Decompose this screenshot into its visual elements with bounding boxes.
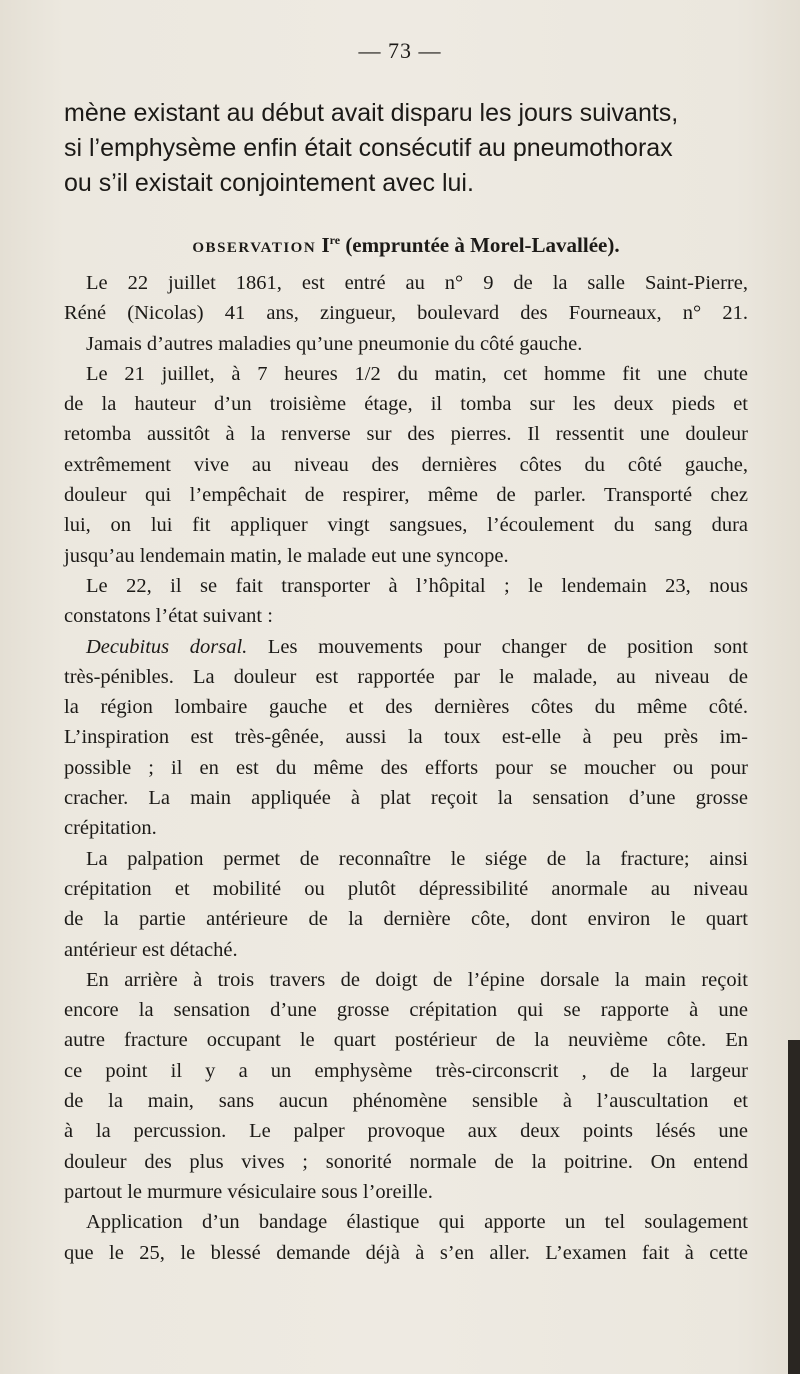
text-block bbox=[64, 96, 748, 1268]
text-line: mène existant au début avait disparu les jours suivants, bbox=[64, 99, 679, 127]
paragraph-posterior bbox=[64, 965, 748, 1207]
lead-paragraph bbox=[64, 96, 748, 201]
text-line: partout le murmure vésiculaire sous l’oreille. bbox=[64, 1180, 433, 1203]
text-line: douleur qui l’empêchait de respirer, même de parler. Transporté chez bbox=[64, 484, 748, 507]
text-line bbox=[64, 632, 748, 662]
paragraph-hospital bbox=[64, 571, 748, 632]
text-line: extrêmement vive au niveau des dernières côtes du côté gauche, bbox=[64, 453, 748, 476]
text-line: ce point il y a un emphysème très-circonscrit , de la largeur bbox=[64, 1059, 748, 1082]
text-line: lui, on lui fit appliquer vingt sangsues, l’écoulement du sang dura bbox=[64, 514, 748, 537]
text-line: encore la sensation d’une grosse crépitation qui se rapporte à une bbox=[64, 999, 748, 1022]
text-line: retomba aussitôt à la renverse sur des pierres. Il ressentit une douleur bbox=[64, 423, 748, 446]
observation-label: OBSERVATION bbox=[192, 240, 317, 256]
text-line: que le 25, le blessé demande déjà à s’en aller. L’examen fait à cette bbox=[64, 1241, 748, 1264]
text-line: cracher. La main appliquée à plat reçoit la sensation d’une grosse bbox=[64, 787, 748, 810]
text-line: Réné (Nicolas) 41 ans, zingueur, boulevard des Fourneaux, n° 21. bbox=[64, 302, 748, 325]
observation-number: I bbox=[321, 233, 330, 257]
page-number: — 73 — bbox=[358, 38, 442, 63]
text-line: si l’emphysème enfin était consécutif au pneumothorax bbox=[64, 134, 673, 162]
observation-heading bbox=[64, 233, 748, 258]
text-line: douleur des plus vives ; sonorité normale de la poitrine. On entend bbox=[64, 1150, 748, 1173]
text-line: la région lombaire gauche et des dernières côtes du même côté. bbox=[64, 696, 748, 719]
text-line: En arrière à trois travers de doigt de l’épine dorsale la main reçoit bbox=[86, 968, 748, 991]
text-line: Le 22 juillet 1861, est entré au n° 9 de la salle Saint-Pierre, bbox=[86, 272, 748, 294]
text-fragment: Les mouvements pour changer de position sont bbox=[247, 635, 748, 658]
text-line: Application d’un bandage élastique qui apporte un tel soulagement bbox=[86, 1211, 748, 1234]
text-line: crépitation. bbox=[64, 817, 157, 840]
paragraph-accident bbox=[64, 359, 748, 571]
text-line: L’inspiration est très-gênée, aussi la toux est-elle à peu près im- bbox=[64, 726, 748, 749]
text-line: de la partie antérieure de la dernière côte, dont environ le quart bbox=[64, 908, 748, 931]
text-line: à la percussion. Le palper provoque aux deux points lésés une bbox=[64, 1120, 748, 1143]
text-line: Le 21 juillet, à 7 heures 1/2 du matin, cet homme fit une chute bbox=[86, 362, 748, 385]
text-line: La palpation permet de reconnaître le siége de la fracture; ainsi bbox=[86, 847, 748, 870]
paragraph-bandage bbox=[64, 1207, 748, 1268]
page-edge-shadow bbox=[788, 1040, 800, 1374]
paragraph-admission bbox=[64, 268, 748, 359]
text-line: antérieur est détaché. bbox=[64, 938, 238, 961]
text-line: crépitation et mobilité ou plutôt dépressibilité anormale au niveau bbox=[64, 877, 748, 900]
observation-number-sup: re bbox=[329, 233, 341, 247]
text-line: possible ; il en est du même des efforts pour se moucher ou pour bbox=[64, 756, 748, 779]
text-line: très-pénibles. La douleur est rapportée par le malade, au niveau de bbox=[64, 665, 748, 688]
paragraph-decubitus bbox=[64, 632, 748, 844]
text-line: ou s’il existait conjointement avec lui. bbox=[64, 169, 474, 197]
text-line: de la main, sans aucun phénomène sensible à l’auscultation et bbox=[64, 1090, 748, 1113]
text-line: Le 22, il se fait transporter à l’hôpital ; le lendemain 23, nous bbox=[86, 574, 748, 597]
text-line: autre fracture occupant le quart postérieur de la neuvième côte. En bbox=[64, 1029, 748, 1052]
text-line: Jamais d’autres maladies qu’une pneumonie du côté gauche. bbox=[86, 332, 583, 355]
paragraph-palpation bbox=[64, 844, 748, 965]
text-line: constatons l’état suivant : bbox=[64, 605, 273, 628]
decubitus-label: Decubitus dorsal. bbox=[86, 635, 248, 658]
text-line: de la hauteur d’un troisième étage, il tomba sur les deux pieds et bbox=[64, 393, 748, 416]
observation-source: (empruntée à Morel-Lavallée). bbox=[345, 233, 620, 257]
text-line: jusqu’au lendemain matin, le malade eut une syncope. bbox=[64, 544, 509, 567]
